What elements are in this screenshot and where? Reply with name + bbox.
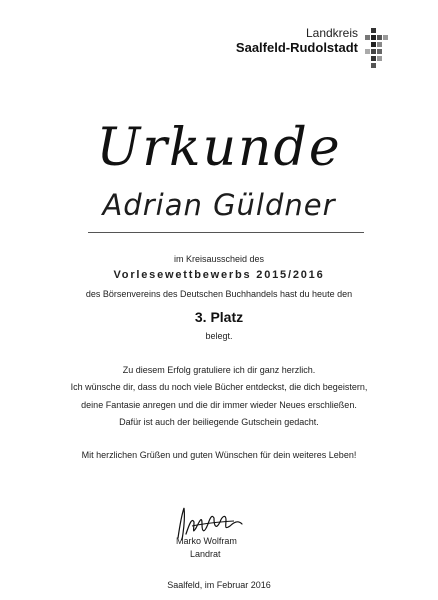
placement: 3. Platz — [194, 309, 244, 325]
place-date: Saalfeld, im Februar 2016 — [167, 580, 271, 590]
district-logo-icon — [363, 28, 389, 68]
recipient-name: Adrian Güldner — [102, 188, 336, 222]
signer-name: Marko Wolfram — [176, 536, 237, 546]
district-name — [236, 26, 358, 56]
association-line: des Börsenvereins des Deutschen Buchhandels hast du heute den — [85, 289, 353, 299]
certificate-title: Urkunde — [96, 118, 342, 178]
placement-suffix: belegt. — [205, 331, 233, 341]
name-underline — [88, 232, 364, 233]
contest-name: Vorlesewettbewerbs 2015/2016 — [113, 269, 325, 281]
message-line: Dafür ist auch der beiliegende Gutschein gedacht. — [119, 417, 319, 427]
message-line: deine Fantasie anregen und die dir immer wieder Neues erschließen. — [81, 400, 357, 410]
message-line: Zu diesem Erfolg gratuliere ich dir ganz herzlich. — [122, 365, 316, 375]
district-title: Saalfeld-Rudolstadt — [235, 40, 358, 55]
district-label: Landkreis — [305, 26, 358, 40]
signer-role: Landrat — [190, 549, 221, 559]
intro-line: im Kreisausscheid des — [173, 254, 265, 264]
closing-line: Mit herzlichen Grüßen und guten Wünschen für dein weiteres Leben! — [81, 450, 357, 460]
message-line: Ich wünsche dir, dass du noch viele Bücher entdeckst, die dich begeistern, — [70, 382, 368, 392]
